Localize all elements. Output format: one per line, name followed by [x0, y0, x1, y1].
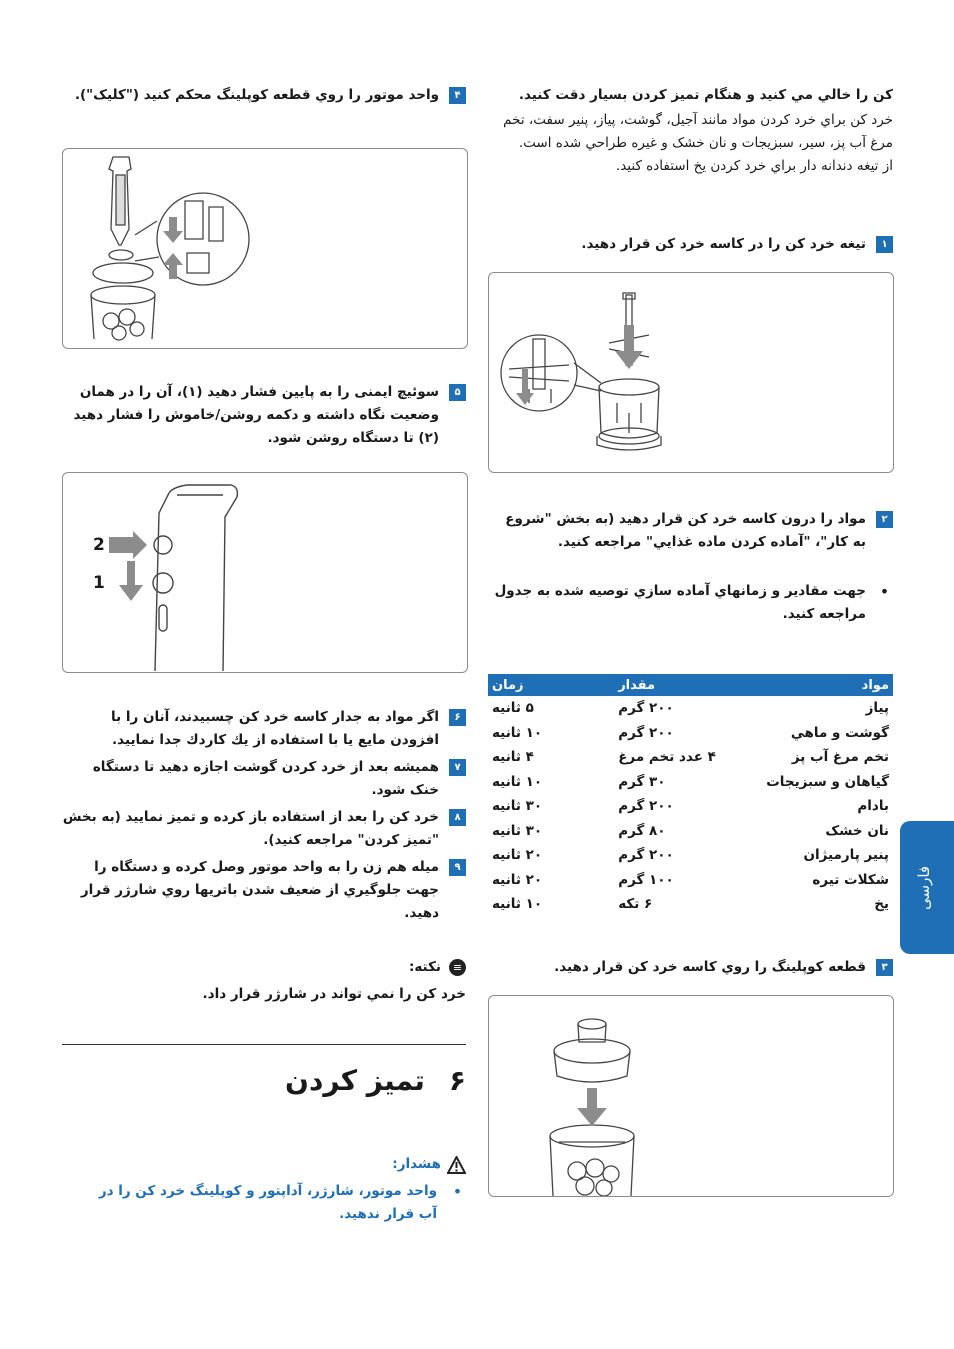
- ingredient-cell: پنير پارميژان: [803, 847, 889, 864]
- step-text: اگر مواد به جدار کاسه خرد کن چسبيدند، آنان را با افزودن مايع يا با استفاده از يك كاردك جدا نماييد.: [111, 709, 439, 748]
- amount-cell: ۲۰۰ گرم: [618, 847, 674, 864]
- step-text: تيغه خرد کن را در کاسه خرد کن قرار دهيد.: [581, 236, 866, 252]
- bullet-icon: •: [879, 582, 890, 601]
- step-text: سوئيچ ايمنی را به پايين فشار دهيد (۱)، آن را در همان وضعيت نگاه داشته و دکمه روشن/خاموش را فشار دهيد (۲) تا دستگاه روشن شود.: [73, 384, 439, 446]
- step-number: ۴: [449, 87, 466, 104]
- step-text: مواد را درون کاسه خرد کن قرار دهيد (به بخش "شروع به کار"، "آماده کردن ماده غذايي" مراجعه کنيد.: [505, 511, 866, 550]
- warning-block: [62, 1153, 466, 1226]
- figure-blade-into-bowl: [488, 272, 894, 473]
- step-text: واحد موتور را روي قطعه کوپلينگ محکم کنيد ("کليک").: [74, 87, 439, 103]
- header-ingredient: مواد: [762, 674, 893, 696]
- time-cell: ۲۰ ثانيه: [492, 871, 543, 888]
- step-1: [488, 233, 893, 256]
- step-8: [62, 806, 466, 852]
- note-text: خرد کن را نمي تواند در شارژر قرار داد.: [202, 986, 466, 1002]
- time-cell: ۲۰ ثانيه: [492, 847, 543, 864]
- header-time: زمان: [488, 674, 614, 696]
- table-row: [488, 794, 893, 819]
- ingredient-cell: تخم مرغ آب پز: [791, 749, 889, 766]
- time-cell: ۱۰ ثانيه: [492, 724, 543, 741]
- handle-switch-illustration: [63, 473, 467, 672]
- ingredient-cell: بادام: [857, 798, 889, 815]
- label-2: 2: [93, 535, 105, 555]
- step-number: ۳: [876, 959, 893, 976]
- table-header-row: [488, 674, 893, 696]
- step-9: [62, 856, 466, 925]
- note-block: [62, 956, 466, 1006]
- amount-cell: ۲۰۰ گرم: [618, 724, 674, 741]
- amount-cell: ۶ تکه: [618, 896, 653, 913]
- step-text: قطعه کوپلينگ را روي کاسه خرد کن قرار دهيد.: [554, 959, 866, 975]
- ingredient-cell: پياز: [865, 700, 889, 717]
- time-cell: ۵ ثانيه: [492, 700, 534, 717]
- amount-cell: ۴ عدد تخم مرغ: [618, 749, 716, 766]
- ingredient-cell: گوشت و ماهي: [790, 724, 889, 741]
- table-row: [488, 770, 893, 795]
- note-icon: ≡: [449, 959, 466, 976]
- preparation-table: [488, 674, 893, 917]
- step-3: [488, 956, 893, 979]
- warning-text: واحد موتور، شارژر، آداپتور و کوپلينگ خرد کن را در آب قرار ندهيد.: [98, 1183, 437, 1222]
- step-6: [62, 706, 466, 752]
- step-number: ۸: [449, 809, 466, 826]
- bullet-icon: •: [452, 1182, 463, 1201]
- figure-motor-on-coupling: [62, 148, 468, 349]
- time-cell: ۳۰ ثانيه: [492, 822, 543, 839]
- table-row: [488, 721, 893, 746]
- warning-label: هشدار:: [392, 1156, 441, 1172]
- step-2: [488, 508, 893, 554]
- table-row: [488, 843, 893, 868]
- table-row: [488, 892, 893, 917]
- step-text: خرد کن را بعد از استفاده باز کرده و تميز نماييد (به بخش "تميز کردن" مراجعه کنيد).: [62, 809, 439, 848]
- table-row: [488, 745, 893, 770]
- step-number: ۲: [876, 511, 893, 528]
- amount-cell: ۳۰ گرم: [618, 773, 666, 790]
- step-text: ميله هم زن را به واحد موتور وصل کرده و دستگاه را جهت جلوگيري از ضعيف شدن باتريها روي شارژر قرار دهيد.: [80, 859, 439, 921]
- language-tab-label: فارسی: [915, 865, 933, 910]
- figure-coupling-onto-bowl: [488, 995, 894, 1197]
- header-amount: مقدار: [614, 674, 762, 696]
- table-row: [488, 696, 893, 721]
- intro-body: خرد کن براي خرد کردن مواد مانند آجيل، گوشت، پياز، پنير سفت، تخم مرغ آب پز، سير، سبزيجات و نان خشک و غيره طراحي شده است.: [503, 112, 893, 151]
- label-1: 1: [93, 573, 105, 593]
- bullet-item: [488, 580, 893, 626]
- amount-cell: ۲۰۰ گرم: [618, 700, 674, 717]
- section-number: ۶: [448, 1064, 466, 1097]
- figure-safety-switch: [62, 472, 468, 673]
- step-4: [62, 84, 466, 107]
- blade-bowl-illustration: [489, 273, 893, 472]
- time-cell: ۴ ثانيه: [492, 749, 534, 766]
- language-side-tab: [900, 821, 954, 954]
- amount-cell: ۱۰۰ گرم: [618, 871, 674, 888]
- ingredient-cell: گياهان و سبزيجات: [766, 773, 889, 790]
- step-7: [62, 756, 466, 802]
- time-cell: ۱۰ ثانيه: [492, 773, 543, 790]
- step-5: [62, 381, 466, 450]
- table-row: [488, 819, 893, 844]
- time-cell: ۳۰ ثانيه: [492, 798, 543, 815]
- step-number: ۵: [449, 384, 466, 401]
- step-number: ۷: [449, 759, 466, 776]
- intro-body-2: از تيغه دندانه دار براي خرد کردن يخ استفاده کنيد.: [615, 158, 893, 174]
- motor-coupling-illustration: [63, 149, 467, 348]
- bullet-text: جهت مقادير و زمانهاي آماده سازي توصيه شده به جدول مراجعه کنيد.: [494, 583, 866, 622]
- intro-block: [488, 84, 893, 178]
- warning-icon: [447, 1156, 466, 1174]
- section-heading: [62, 1064, 466, 1097]
- step-number: ۶: [449, 709, 466, 726]
- section-divider: [62, 1044, 466, 1045]
- step-number: ۹: [449, 859, 466, 876]
- intro-heading: کن را خالي مي کنيد و هنگام تميز کردن بسيار دقت کنيد.: [518, 87, 893, 103]
- time-cell: ۱۰ ثانيه: [492, 896, 543, 913]
- section-title: تميز کردن: [285, 1064, 425, 1097]
- amount-cell: ۲۰۰ گرم: [618, 798, 674, 815]
- amount-cell: ۸۰ گرم: [618, 822, 666, 839]
- coupling-bowl-illustration: [489, 996, 893, 1196]
- step-text: هميشه بعد از خرد کردن گوشت اجازه دهيد تا دستگاه خنک شود.: [92, 759, 439, 798]
- note-label: نکته:: [408, 959, 441, 975]
- table-row: [488, 868, 893, 893]
- ingredient-cell: يخ: [874, 896, 889, 913]
- ingredient-cell: نان خشک: [825, 822, 889, 839]
- step-number: ۱: [876, 236, 893, 253]
- ingredient-cell: شکلات تيره: [812, 871, 889, 888]
